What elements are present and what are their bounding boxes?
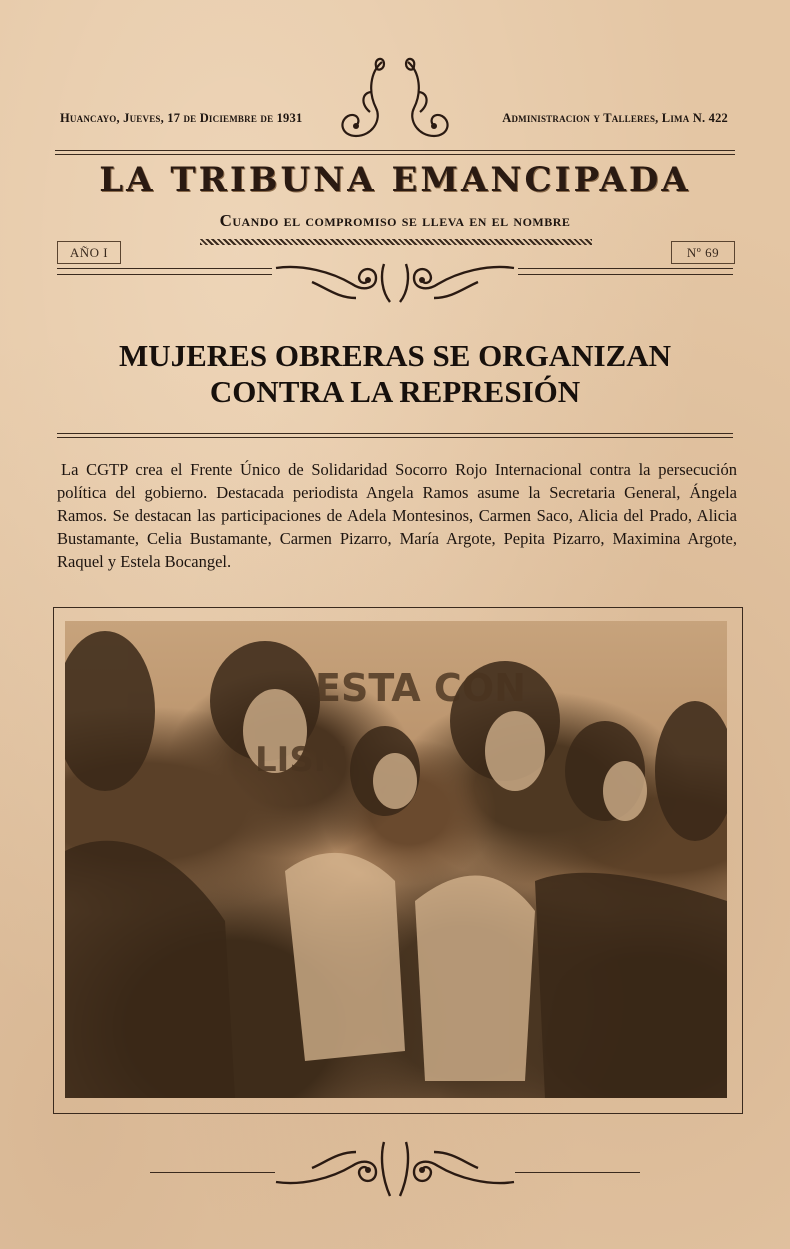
top-scroll-ornament-icon [330, 52, 460, 148]
divider [518, 268, 733, 269]
headline-line: MUJERES OBRERAS SE ORGANIZAN [118, 338, 672, 373]
divider [150, 1172, 275, 1173]
address-line: Administracion y Talleres, Lima N. 422 [502, 111, 728, 125]
headline-line: CONTRA LA REPRESIÓN [209, 374, 581, 409]
divider [57, 274, 272, 275]
motto-underline [200, 239, 592, 245]
photo-banner-text: ESTA CON [315, 666, 526, 710]
article-body: La CGTP crea el Frente Único de Solidaridad Socorro Rojo Internacional contra la persecución política del gobierno. Destacada periodista Angela Ramos asume la Secretaria General, Ángela Ramos. Se destacan las participaciones de Adela Montesinos, Carmen Saco, Alicia del Prado, Alicia Bustamante, Celia Bustamante, Carmen Pizarro, María Argote, Pepita Pizarro, Maximina Argote, Raquel y Estela Bocangel. [57, 460, 737, 571]
divider [57, 268, 272, 269]
masthead-title: LA TRIBUNA EMANCIPADA [99, 160, 691, 200]
divider [55, 154, 735, 155]
headline [60, 338, 730, 410]
middle-scroll-ornament-icon [272, 258, 518, 308]
double-rule [57, 433, 733, 438]
divider [515, 1172, 640, 1173]
article-photo [65, 621, 727, 1098]
year-box: AÑO I [57, 241, 121, 264]
issue-number-box: Nº 69 [671, 241, 735, 264]
photo-banner-text: LISM [255, 740, 348, 780]
divider [518, 274, 733, 275]
dateline: Huancayo, Jueves, 17 de Diciembre de 1931 [60, 111, 303, 125]
divider [55, 150, 735, 151]
bottom-scroll-ornament-icon [272, 1138, 518, 1200]
motto: Cuando el compromiso se lleva en el nombre [219, 211, 571, 230]
